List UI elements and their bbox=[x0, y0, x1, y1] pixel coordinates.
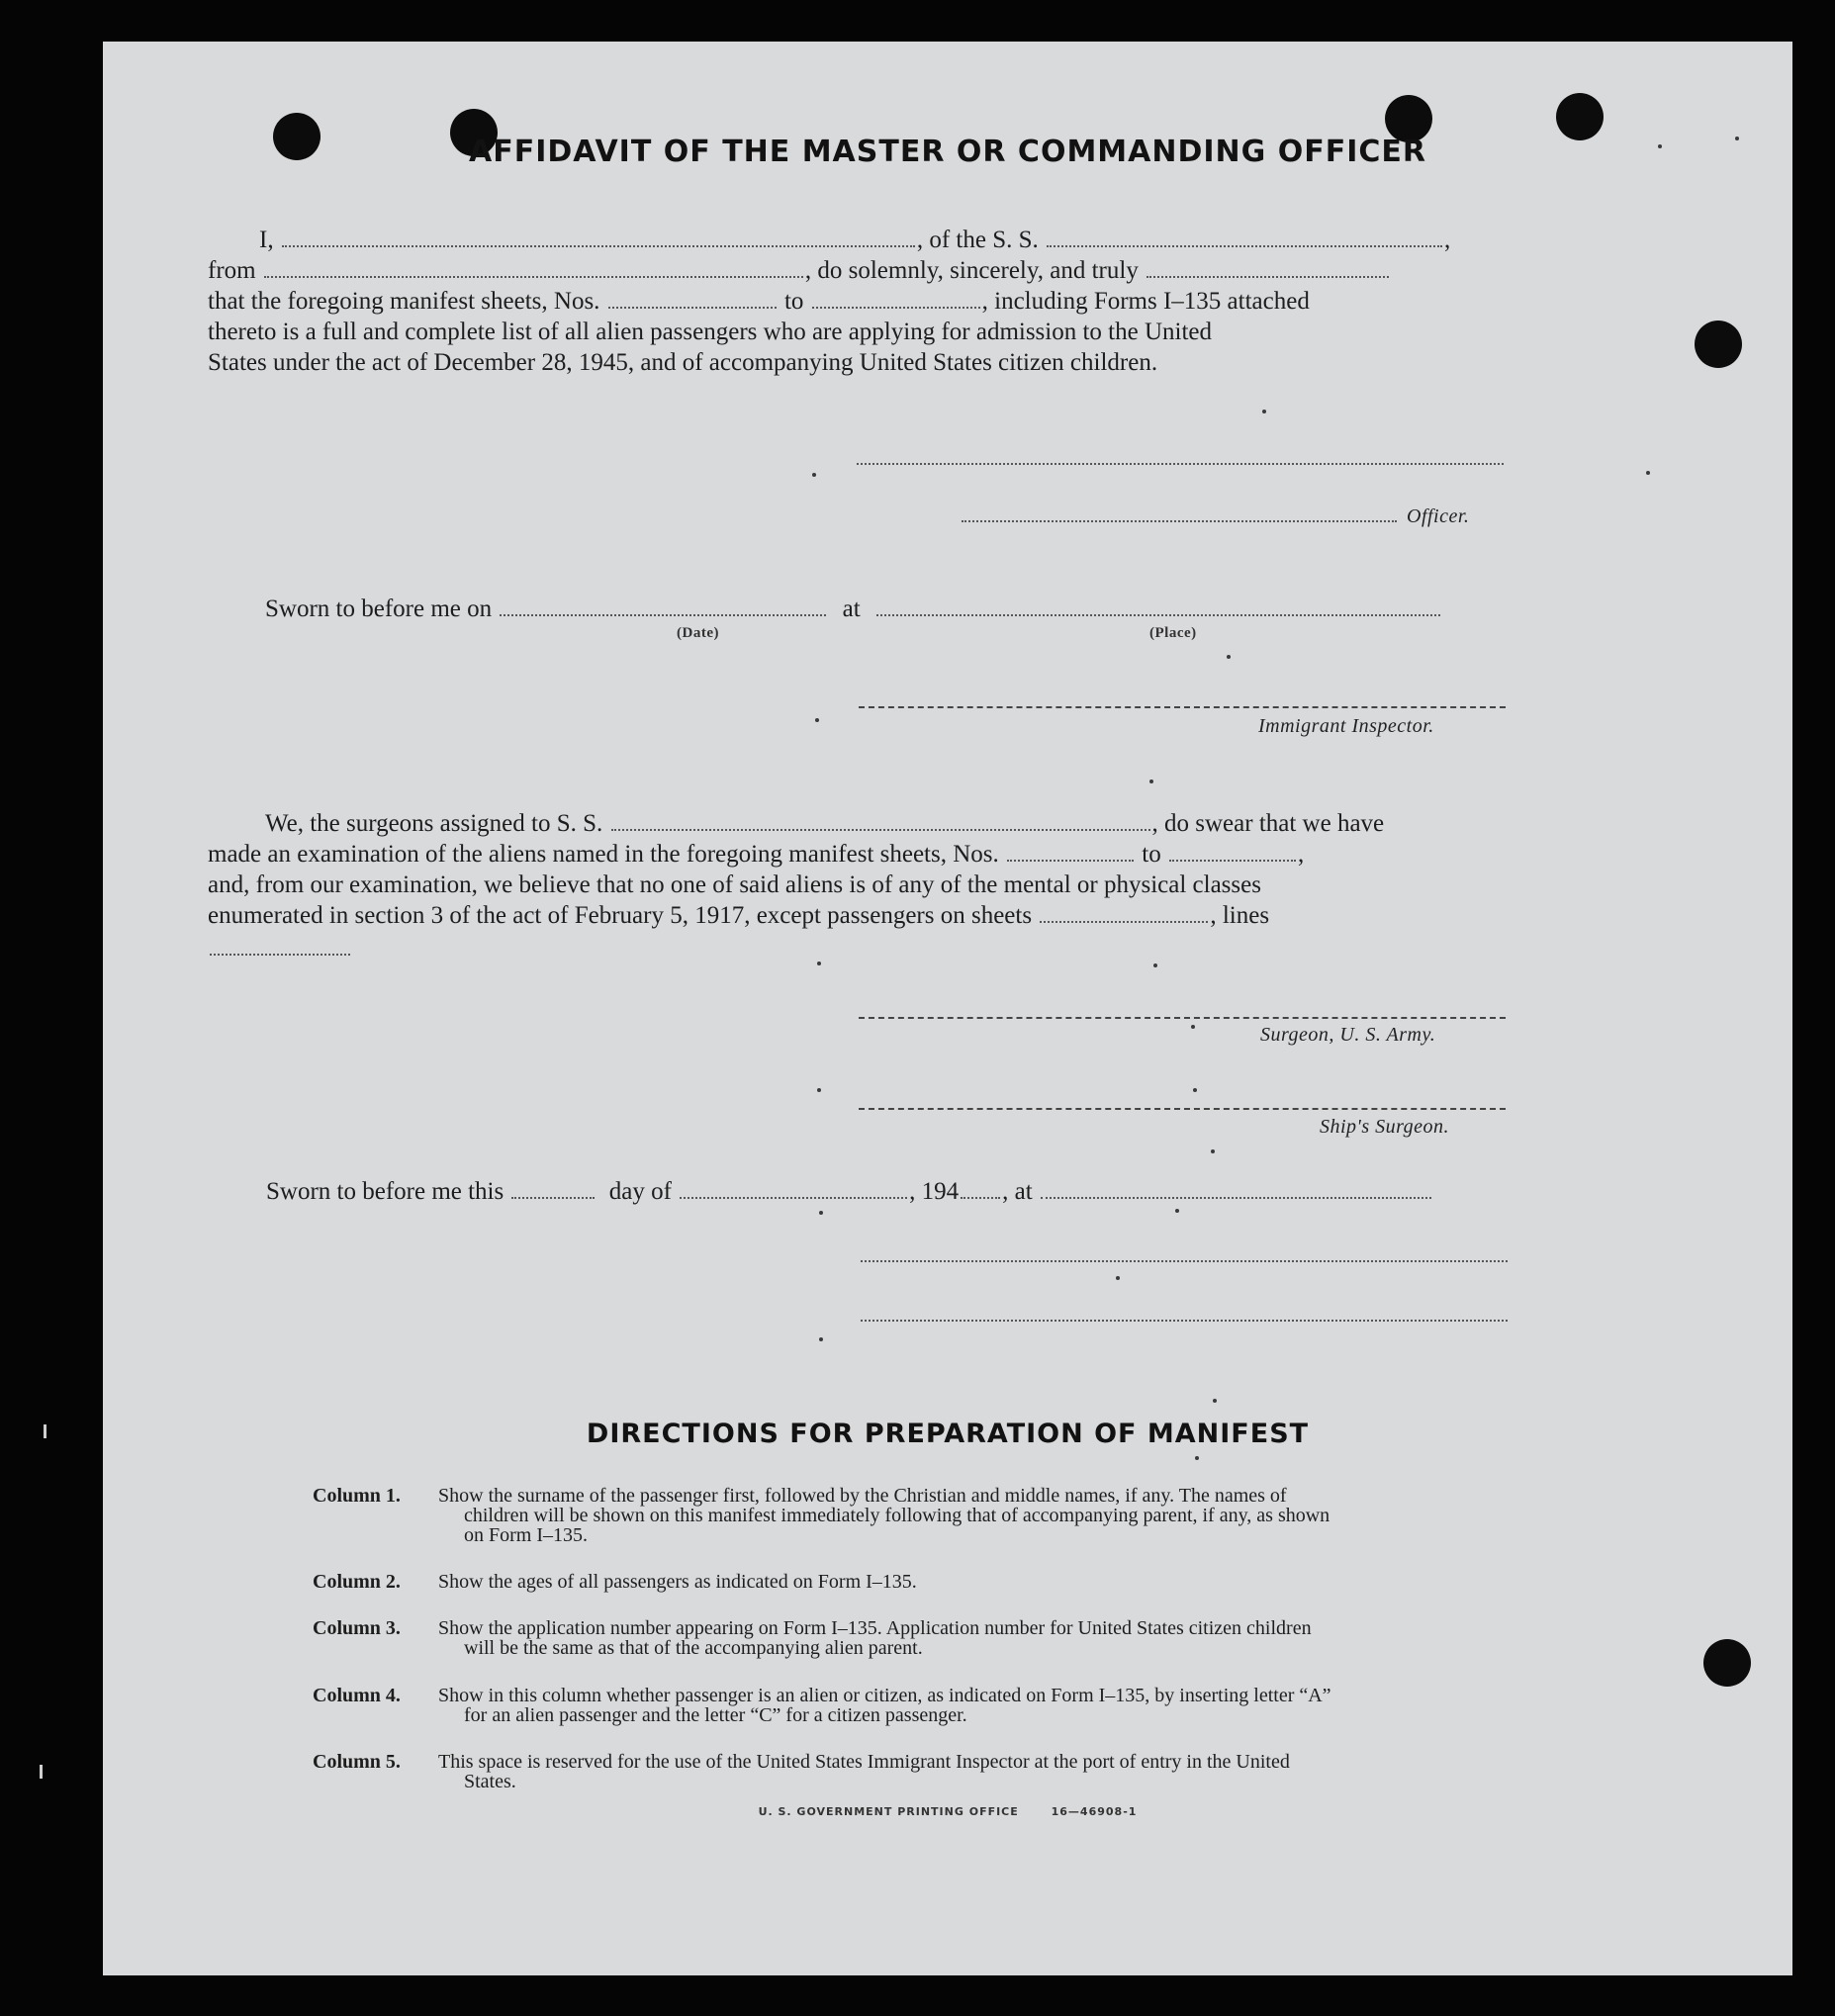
except-sheets-field[interactable] bbox=[1040, 921, 1208, 923]
surgeons-text: to bbox=[1142, 841, 1161, 868]
speck bbox=[819, 1337, 823, 1341]
inspector-signature-line[interactable] bbox=[859, 706, 1506, 708]
sworn-line-1 bbox=[265, 595, 1442, 624]
speck bbox=[812, 473, 816, 477]
sworn-text: , at bbox=[1002, 1178, 1033, 1205]
direction-line: children will be shown on this manifest immediately following that of accompanying parent, if any, as shown bbox=[464, 1505, 1330, 1526]
scan-mark bbox=[40, 1765, 43, 1779]
army-surgeon-label: Surgeon, U. S. Army. bbox=[1260, 1024, 1436, 1046]
scan-mark bbox=[44, 1424, 46, 1438]
affidavit-line-2 bbox=[208, 256, 1391, 286]
sworn-place-field[interactable] bbox=[1041, 1197, 1431, 1199]
direction-text bbox=[438, 1686, 1617, 1725]
direction-label: Column 1. bbox=[313, 1485, 401, 1507]
surgeons-text: made an examination of the aliens named in the foregoing manifest sheets, Nos. bbox=[208, 841, 999, 868]
speck bbox=[1646, 471, 1650, 475]
surgeons-sheets-from-field[interactable] bbox=[1007, 860, 1134, 862]
speck bbox=[819, 1211, 823, 1215]
punch-hole bbox=[1703, 1639, 1751, 1687]
sworn-line-2 bbox=[266, 1177, 1433, 1207]
affidavit-text: from bbox=[208, 257, 256, 284]
affidavit-text: that the foregoing manifest sheets, Nos. bbox=[208, 288, 600, 315]
sworn-text: , 194 bbox=[909, 1178, 960, 1205]
direction-line: on Form I–135. bbox=[464, 1524, 588, 1546]
direction-text bbox=[438, 1752, 1617, 1791]
direction-line: States. bbox=[464, 1771, 516, 1792]
direction-label: Column 5. bbox=[313, 1751, 401, 1773]
sworn-day-field[interactable] bbox=[511, 1197, 595, 1199]
speck bbox=[1153, 963, 1157, 967]
inspector-signature-line-2[interactable] bbox=[861, 1260, 1508, 1262]
ship-name-field[interactable] bbox=[1047, 245, 1442, 247]
direction-line: Show the ages of all passengers as indicated on Form I–135. bbox=[438, 1571, 917, 1593]
punch-hole bbox=[1695, 321, 1742, 368]
officer-name-field[interactable] bbox=[282, 245, 915, 247]
affidavit-text: , do solemnly, sincerely, and truly bbox=[804, 257, 1139, 284]
direction-label: Column 3. bbox=[313, 1617, 401, 1639]
directions-title: DIRECTIONS FOR PREPARATION OF MANIFEST bbox=[586, 1419, 1310, 1449]
punch-hole bbox=[1556, 93, 1604, 140]
speck bbox=[1213, 1399, 1217, 1403]
affidavit-text: to bbox=[783, 288, 804, 315]
surgeons-line-4 bbox=[208, 901, 1269, 931]
surgeons-text: , bbox=[1297, 841, 1305, 868]
direction-line: This space is reserved for the use of the United States Immigrant Inspector at the port of entry in the United bbox=[438, 1751, 1290, 1773]
surgeons-text: , lines bbox=[1210, 902, 1270, 929]
ship-surgeon-label: Ship's Surgeon. bbox=[1320, 1116, 1450, 1138]
date-label: (Date) bbox=[677, 625, 719, 641]
sworn-place-field[interactable] bbox=[876, 614, 1440, 616]
place-label: (Place) bbox=[1149, 625, 1197, 641]
affidavit-title: AFFIDAVIT OF THE MASTER OR COMMANDING OFFICER bbox=[469, 135, 1426, 169]
sheets-from-field[interactable] bbox=[608, 307, 777, 309]
speck bbox=[1175, 1209, 1179, 1213]
direction-label: Column 4. bbox=[313, 1685, 401, 1706]
speck bbox=[1227, 655, 1231, 659]
direction-line: for an alien passenger and the letter “C” for a citizen passenger. bbox=[464, 1704, 967, 1726]
direction-line: Show the surname of the passenger first, followed by the Christian and middle names, if any. The names of bbox=[438, 1485, 1287, 1507]
except-lines-field[interactable] bbox=[210, 954, 350, 956]
sworn-year-field[interactable] bbox=[961, 1197, 1000, 1199]
sworn-text: Sworn to before me on bbox=[265, 596, 493, 622]
officer-title-line[interactable] bbox=[962, 520, 1397, 522]
direction-line: Show the application number appearing on Form I–135. Application number for United States citizen children bbox=[438, 1617, 1312, 1639]
affidavit-line-1 bbox=[259, 226, 1450, 255]
direction-text bbox=[438, 1618, 1617, 1658]
speck bbox=[1116, 1276, 1120, 1280]
speck bbox=[1193, 1088, 1197, 1092]
direction-label: Column 2. bbox=[313, 1571, 401, 1593]
affidavit-text: I, bbox=[259, 227, 274, 253]
surgeons-ship-field[interactable] bbox=[611, 829, 1150, 831]
sworn-text: at bbox=[842, 596, 861, 622]
surgeons-line-2 bbox=[208, 840, 1304, 870]
army-surgeon-signature-line[interactable] bbox=[859, 1017, 1506, 1019]
speck bbox=[817, 962, 821, 965]
speck bbox=[1211, 1149, 1215, 1153]
speck bbox=[815, 718, 819, 722]
affidavit-text: , including Forms I–135 attached bbox=[981, 288, 1310, 315]
inspector-title-line-2[interactable] bbox=[861, 1320, 1508, 1322]
officer-signature-line[interactable] bbox=[857, 463, 1504, 465]
sworn-text: Sworn to before me this bbox=[266, 1178, 505, 1205]
surgeons-line-1 bbox=[265, 809, 1384, 839]
affidavit-text: , of the S. S. bbox=[916, 227, 1039, 253]
surgeons-text: We, the surgeons assigned to S. S. bbox=[265, 810, 603, 837]
sheets-to-field[interactable] bbox=[812, 307, 980, 309]
sworn-text: day of bbox=[608, 1178, 672, 1205]
affidavit-line-5: States under the act of December 28, 1945, and of accompanying United States citizen children. bbox=[208, 349, 1158, 376]
affidavit-text: , bbox=[1444, 227, 1451, 253]
surgeons-text: , do swear that we have bbox=[1151, 810, 1385, 837]
surgeons-line-3: and, from our examination, we believe that no one of said aliens is of any of the mental or physical classes bbox=[208, 871, 1261, 898]
port-from-field[interactable] bbox=[264, 276, 803, 278]
direction-line: will be the same as that of the accompanying alien parent. bbox=[464, 1637, 923, 1659]
direction-text bbox=[438, 1572, 1617, 1592]
sworn-date-field[interactable] bbox=[500, 614, 826, 616]
ship-surgeon-signature-line[interactable] bbox=[859, 1108, 1506, 1110]
printer-name: U. S. GOVERNMENT PRINTING OFFICE bbox=[758, 1805, 1019, 1818]
speck bbox=[1149, 779, 1153, 783]
direction-text bbox=[438, 1486, 1617, 1545]
oath-field[interactable] bbox=[1147, 276, 1389, 278]
surgeons-sheets-to-field[interactable] bbox=[1169, 860, 1296, 862]
form-code: 16—46908-1 bbox=[1051, 1805, 1138, 1818]
inspector-label: Immigrant Inspector. bbox=[1258, 715, 1434, 737]
officer-label: Officer. bbox=[1407, 505, 1470, 527]
affidavit-line-3 bbox=[208, 287, 1310, 317]
speck bbox=[817, 1088, 821, 1092]
sworn-month-field[interactable] bbox=[680, 1197, 907, 1199]
direction-line: Show in this column whether passenger is an alien or citizen, as indicated on Form I–135, by inserting letter “A” bbox=[438, 1685, 1331, 1706]
speck bbox=[1195, 1456, 1199, 1460]
document-page bbox=[103, 42, 1792, 1975]
affidavit-line-4: thereto is a full and complete list of all alien passengers who are applying for admission to the United bbox=[208, 319, 1213, 345]
printer-footer bbox=[103, 1805, 1792, 1818]
speck bbox=[1191, 1025, 1195, 1029]
surgeons-text: enumerated in section 3 of the act of February 5, 1917, except passengers on sheets bbox=[208, 902, 1033, 929]
speck bbox=[1262, 410, 1266, 413]
